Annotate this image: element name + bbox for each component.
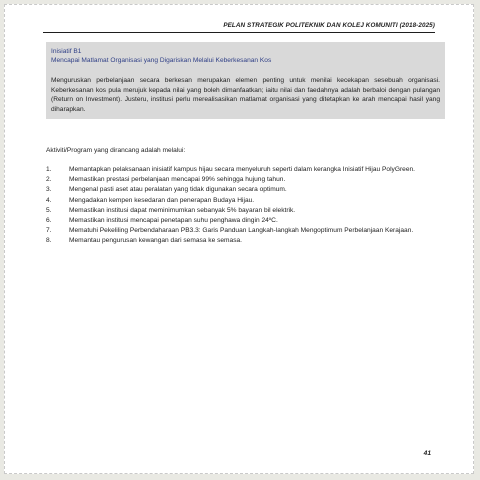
list-item-text: Mematuhi Pekeliling Perbendaharaan PB3.3: Garis Panduan Langkah-langkah Mengoptimum Perbelanjaan Kerajaan. xyxy=(69,227,414,235)
list-item-text: Mengenal pasti aset atau peralatan yang tidak digunakan secara optimum. xyxy=(69,186,287,194)
list-item-number: 3. xyxy=(46,186,52,194)
initiative-title: Mencapai Matlamat Organisasi yang Digariskan Melalui Keberkesanan Kos xyxy=(51,57,272,64)
list-item-text: Mengadakan kempen kesedaran dan penerapan Budaya Hijau. xyxy=(69,196,255,204)
list-item xyxy=(46,165,445,175)
list-item-number: 6. xyxy=(46,217,52,225)
initiative-code: Inisiatif B1 xyxy=(51,48,82,55)
list-item-number: 4. xyxy=(46,196,52,204)
header-divider xyxy=(43,32,435,33)
list-item-number: 7. xyxy=(46,227,52,235)
document-page xyxy=(4,4,474,474)
initiative-paragraph: Menguruskan perbelanjaan secara berkesan merupakan elemen penting untuk menilai kecekapan sesebuah organisasi. Keberkesanan kos pula merujuk kepada nilai yang boleh dimanfaatkan; iaitu nilai dan faedahnya adalah berbaloi dengan pulangan (Return on Investment). Justeru, institusi perlu merealisasikan matlamat organisasi yang ditetapkan ke arah mencapai hasil yang diharapkan. xyxy=(51,77,440,113)
activities-intro: Aktiviti/Program yang dirancang adalah melalui: xyxy=(46,147,186,154)
list-item xyxy=(46,236,445,246)
list-item-text: Memastikan institusi dapat meminimumkan sebanyak 5% bayaran bil elektrik. xyxy=(69,206,296,214)
activities-list xyxy=(46,165,445,247)
list-item xyxy=(46,216,445,226)
list-item-number: 2. xyxy=(46,176,52,184)
list-item-number: 8. xyxy=(46,237,52,245)
list-item xyxy=(46,226,445,236)
list-item-text: Memastikan institusi mencapai penetapan suhu penghawa dingin 24ºC. xyxy=(69,217,278,225)
list-item xyxy=(46,175,445,185)
list-item xyxy=(46,206,445,216)
list-item-text: Memantapkan pelaksanaan inisiatif kampus hijau secara menyeluruh seperti dalam kerangka Inisiatif Hijau PolyGreen. xyxy=(69,166,415,173)
page-header-title: PELAN STRATEGIK POLITEKNIK DAN KOLEJ KOMUNITI (2018-2025) xyxy=(223,22,435,29)
list-item-text: Memastikan prestasi perbelanjaan mencapai 99% sehingga hujung tahun. xyxy=(69,176,286,184)
list-item-text: Memantau pengurusan kewangan dari semasa ke semasa. xyxy=(69,237,243,245)
list-item xyxy=(46,196,445,206)
list-item-number: 5. xyxy=(46,206,52,214)
page-number: 41 xyxy=(423,450,431,457)
initiative-box xyxy=(46,42,445,119)
list-item-number: 1. xyxy=(46,166,52,173)
list-item xyxy=(46,185,445,195)
